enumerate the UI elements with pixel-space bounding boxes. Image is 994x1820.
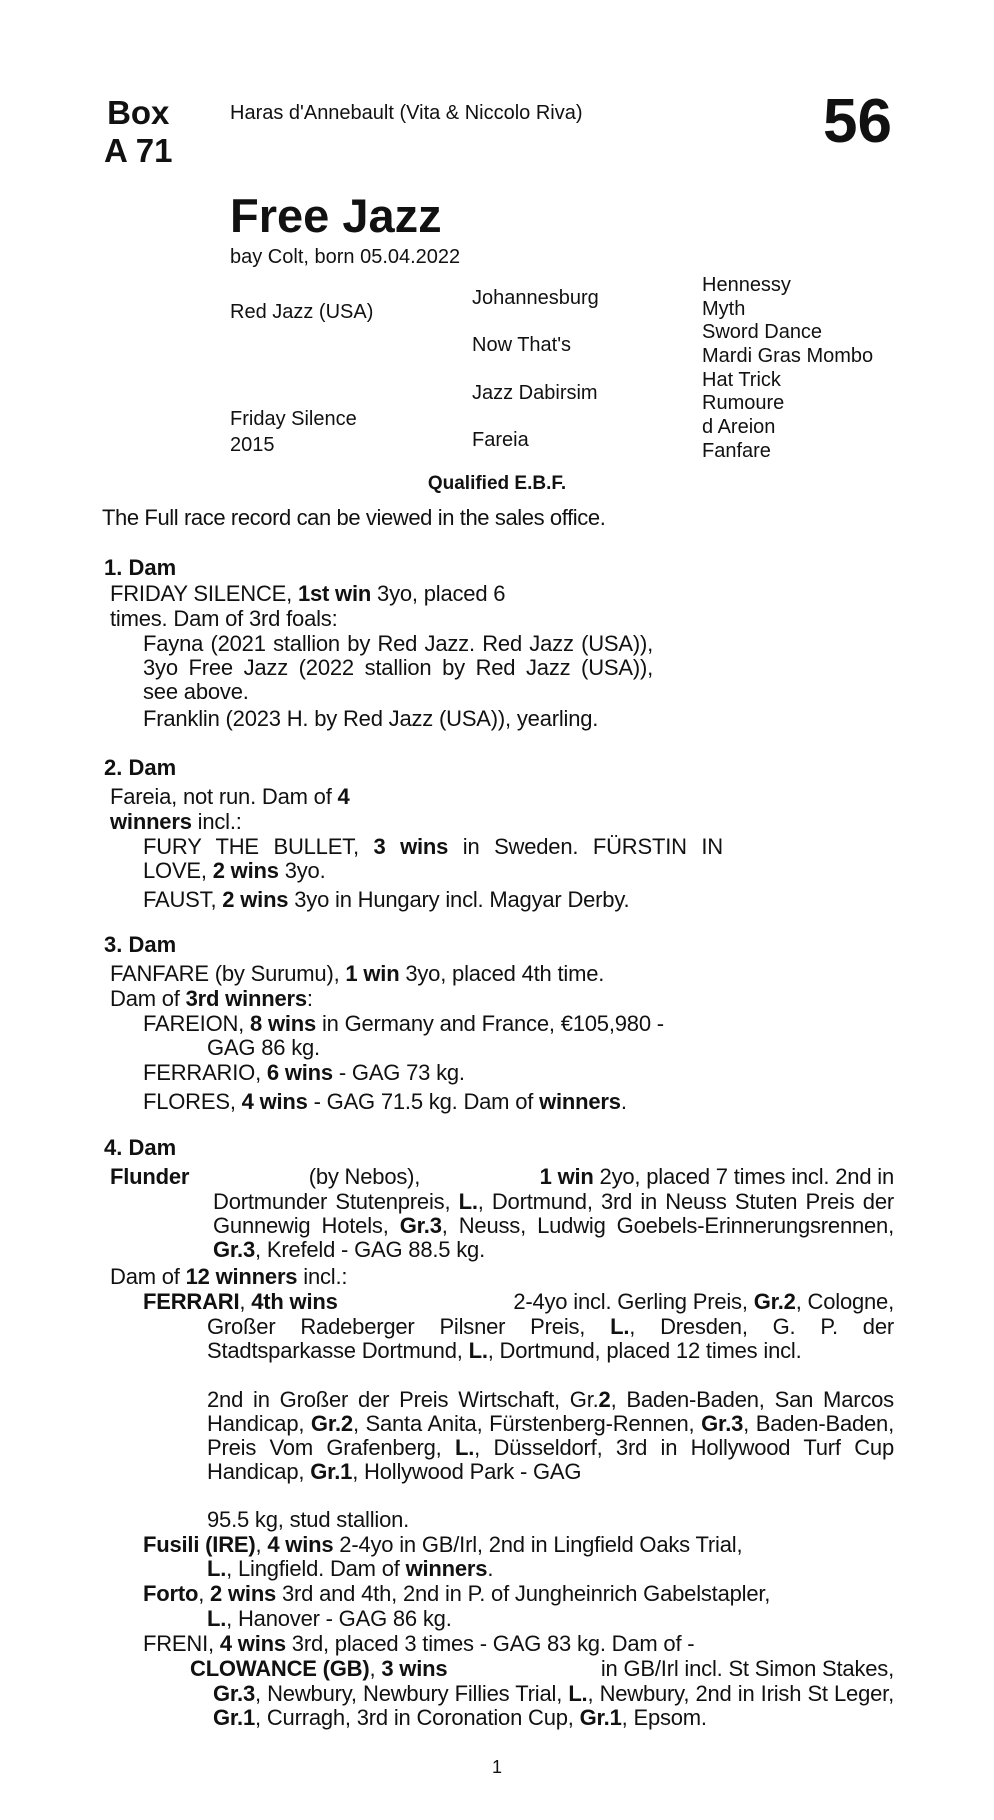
dam2-progeny-2: FAUST, 2 wins 3yo in Hungary incl. Magyar Derby. <box>143 887 630 912</box>
forto-continuation: L., Hanover - GAG 86 kg. <box>207 1606 452 1631</box>
pedigree-dam: Friday Silence <box>230 408 357 430</box>
pedigree-g3-7: d Areion <box>702 416 776 438</box>
pedigree-dam-dam: Fareia <box>472 429 529 451</box>
ferrari-continuation: Großer Radeberger Pilsner Preis, L., Dresden, G. P. der Stadtsparkasse Dortmund, L., Dortmund, placed 12 times incl. <box>207 1314 894 1363</box>
horse-name: Free Jazz <box>230 189 442 242</box>
pedigree-g3-5: Hat Trick <box>702 369 781 391</box>
lot-number: 56 <box>823 87 892 156</box>
flunder-line-1: Flunder (by Nebos), 1 win 2yo, placed 7 times incl. 2nd in <box>110 1164 894 1189</box>
dam1-progeny-2: Franklin (2023 H. by Red Jazz (USA)), yearling. <box>143 706 599 731</box>
section-heading-dam-4: 4. Dam <box>104 1135 177 1160</box>
box-line-1: Box <box>107 94 170 131</box>
dam3-line-2: Dam of 3rd winners: <box>110 986 313 1011</box>
ferrari-end: 95.5 kg, stud stallion. <box>207 1507 410 1532</box>
freni-line: FRENI, 4 wins 3rd, placed 3 times - GAG 83 kg. Dam of - <box>143 1631 695 1656</box>
fusili-continuation: L., Lingfield. Dam of winners. <box>207 1556 494 1581</box>
dam1-line-1: FRIDAY SILENCE, 1st win 3yo, placed 6 <box>110 581 506 606</box>
dam2-progeny-1: FURY THE BULLET, 3 wins in Sweden. FÜRSTIN IN LOVE, 2 wins 3yo. <box>143 834 723 883</box>
dam2-line-2: winners incl.: <box>110 809 242 834</box>
clowance-continuation: Gr.3, Newbury, Newbury Fillies Trial, L., Newbury, 2nd in Irish St Leger, Gr.1, Curragh, 3rd in Coronation Cup, Gr.1, Epsom. <box>213 1681 894 1730</box>
dam4-dam-of: Dam of 12 winners incl.: <box>110 1264 348 1289</box>
pedigree-g3-4: Mardi Gras Mombo <box>702 345 874 367</box>
forto-line-1: Forto, 2 wins 3rd and 4th, 2nd in P. of Jungheinrich Gabelstapler, <box>143 1581 771 1606</box>
box-line-2: A 71 <box>104 132 173 169</box>
pedigree-sire-sire: Johannesburg <box>472 287 599 309</box>
dam3-progeny-2: FERRARIO, 6 wins - GAG 73 kg. <box>143 1060 465 1085</box>
dam1-progeny-1: Fayna (2021 stallion by Red Jazz. Red Jazz (USA)), 3yo Free Jazz (2022 stallion by Red Jazz (USA)), see above. <box>143 631 653 704</box>
sales-office-note: The Full race record can be viewed in the sales office. <box>102 505 606 530</box>
pedigree-sire: Red Jazz (USA) <box>230 301 374 323</box>
page-number: 1 <box>491 1757 502 1777</box>
clowance-line-1: CLOWANCE (GB), 3 wins in GB/Irl incl. St Simon Stakes, <box>190 1656 894 1681</box>
pedigree-g3-3: Sword Dance <box>702 321 823 343</box>
qualified-label: Qualified E.B.F. <box>427 473 567 494</box>
dam3-progeny-1-cont: GAG 86 kg. <box>207 1035 320 1060</box>
pedigree-g3-1: Hennessy <box>702 274 791 296</box>
pedigree-dam-sire: Jazz Dabirsim <box>472 382 598 404</box>
dam1-line-2: times. Dam of 3rd foals: <box>110 606 338 631</box>
dam3-progeny-1: FAREION, 8 wins in Germany and France, €105,980 - <box>143 1011 664 1036</box>
pedigree-g3-6: Rumoure <box>702 392 785 414</box>
pedigree-g3-8: Fanfare <box>702 440 771 462</box>
section-heading-dam-3: 3. Dam <box>104 932 177 957</box>
pedigree-dam-year: 2015 <box>230 434 275 456</box>
section-heading-dam-2: 2. Dam <box>104 755 177 780</box>
pedigree-g3-2: Myth <box>702 298 746 320</box>
dam3-progeny-3: FLORES, 4 wins - GAG 71.5 kg. Dam of winners. <box>143 1089 627 1114</box>
ferrari-placings: 2nd in Großer der Preis Wirtschaft, Gr.2, Baden-Baden, San Marcos Handicap, Gr.2, Santa Anita, Fürstenberg-Rennen, Gr.3, Baden-Baden, Preis Vom Grafenberg, L., Düsseldorf, 3rd in Hollywood Turf Cup Handicap, Gr.1, Hollywood Park - GAG <box>207 1387 894 1484</box>
fusili-line-1: Fusili (IRE), 4 wins 2-4yo in GB/Irl, 2nd in Lingfield Oaks Trial, <box>143 1532 743 1557</box>
pedigree-sire-dam: Now That's <box>472 334 572 356</box>
consignor: Haras d'Annebault (Vita & Niccolo Riva) <box>230 102 583 124</box>
box-label <box>104 94 172 170</box>
dam2-line-1: Fareia, not run. Dam of 4 <box>110 784 350 809</box>
section-heading-dam-1: 1. Dam <box>104 555 177 580</box>
ferrari-line-1: FERRARI, 4th wins 2-4yo incl. Gerling Preis, Gr.2, Cologne, <box>143 1289 894 1314</box>
dam3-line-1: FANFARE (by Surumu), 1 win 3yo, placed 4th time. <box>110 961 605 986</box>
horse-description: bay Colt, born 05.04.2022 <box>230 246 461 268</box>
flunder-continuation: Dortmunder Stutenpreis, L., Dortmund, 3rd in Neuss Stuten Preis der Gunnewig Hotels, Gr.3, Neuss, Ludwig Goebels-Erinnerungsrennen, Gr.3, Krefeld - GAG 88.5 kg. <box>213 1189 894 1262</box>
